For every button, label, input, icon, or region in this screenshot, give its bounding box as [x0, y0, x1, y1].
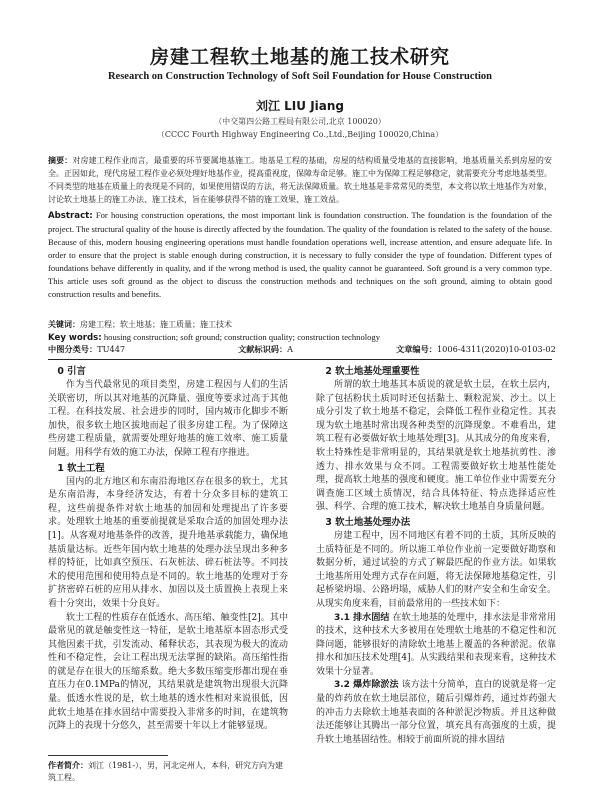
abstract-en-label: Abstract: — [48, 211, 93, 221]
paragraph: 作为当代最常见的项目类型，房建工程因与人们的生活关联密切，所以其对地基的沉降量、强度等要求过高于其他工程。在科技发展、社会进步的同时，国内城市化脚步不断加快，很多软土地区拔地而起了很多房建工程。为了保障这些房建工程质量，就需要处理好地基的施工效率、施工质量问题。用科学有效的施工办法，保障工程有序推进。 — [48, 380, 288, 458]
footnote-label: 作者简介： — [48, 761, 88, 770]
paragraph: 所谓的软土地基其本质说的就是软土层，在软土层内，除了包括粉状土质同时还包括黏土、颗粒泥炭、沙土。以上成分引发了软土地基不稳定，会降低工程作业稳定性。其表现为软土地基时常出现各种类型的沉降现象。不难看出，建筑工程有必要做好软土地基处理[3]。从其成分的角度来看，软土特殊性是非常明显的，其结果就是软土地基抗剪性、渗透力、排水效果与众不同。工程需要做好软土地基性能处理，提高软土地基的强度和硬度。施工单位作业中需要充分调查施工区域土质情况，结合具体特征、特点选择适应性强、科学、合理的施工技术，解决软土地基自身质量问题。 — [316, 380, 556, 513]
paragraph: 3.1 排水固结 在软土地基的处理中，排水法是非常常用的技术，这种技术大多被用在处理软土地基的不稳定性和沉降问题，能够很好的清除软土地基上覆盖的各种淤泥。依靠排水和加压技术处理[4]。从实践结果和表现来看，这种技术效果十分显著。 — [316, 612, 556, 677]
footnote-divider — [48, 755, 168, 756]
clc-number: 中图分类号：TU447 — [48, 344, 126, 354]
paragraph: 房建工程中，因不同地区有着不同的土质，其所反映的土质特征是不同的。所以施工单位作业前一定要做好勘察和数据分析，通过试验的方式了解最匹配的作业方法。如果软土地基所用处理方式存在问题，将无法保障地基稳定性，引起桥梁坍塌、公路坍塌，威胁人们的财产安全和生命安全。从现实角度来看，目前最常用的一些技术如下： — [316, 530, 556, 609]
keywords-cn-text: 房建工程；软土地基；施工质量；施工技术 — [80, 320, 232, 329]
affiliation-en: （CCCC Fourth Highway Engineering Co.,Ltd.,Beijing 100020,China） — [156, 130, 444, 139]
abstract-en — [48, 209, 552, 301]
classification-row — [48, 344, 556, 358]
section-heading-importance: 2 软土地基处理重要性 — [325, 366, 420, 377]
author-line: 刘江 LIU Jiang — [255, 99, 345, 113]
keywords-cn — [48, 319, 552, 331]
paper-title-en: Research on Construction Technology of Soft Soil Foundation for House Construction — [107, 71, 493, 82]
abstract-en-text: For housing construction operations, the most important link is foundation construction. The foundation is the foundation of the project. The structural quality of the house is directly affected by the foundation. The quality of the foundation is related to the safety of the house. Because of this, modern housing engineering operations must handle foundation operations well, increase attention, and ensure adequate life. In order to ensure that the project is stable enough during construction, it is necessary to fully consider the type of foundation. Different types of foundations behave differently in quality, and if the wrong method is used, the quality cannot be guaranteed. Soft ground is a very common type. This article uses soft ground as the object to discuss the construction methods and techniques on the soft ground, aiming to obtain good construction results and benefits. — [48, 210, 552, 299]
paragraph: 软土工程的性质存在低透水、高压缩、触变性[2]。其中最常见的就是触变性这一特征，是软土地基原本固态形式受其他因素干扰，引发流动、稀释状态，其表现为极大的流动性和不稳定性，会让工程出现无法掌握的缺陷。高压缩性指的就是存在很大的压缩系数。绝大多数压缩变形都出现在垂直压力在0.1MPa的情况，其结果就是建筑物出现很大沉降量。低透水性说的是，软土地基的透水性相对来说很低，因此软土地基在排水固结中需要投入非常多的时间，在建筑物沉降上的表现十分悠久，甚至需要十年以上才能够显现。 — [48, 612, 288, 732]
keywords-en-text: housing construction; soft ground; construction quality; construction technology — [103, 332, 381, 342]
author-footnote — [48, 760, 288, 784]
subsection-title: 3.1 排水固结 — [334, 612, 390, 623]
header-divider — [48, 359, 552, 360]
keywords-en — [48, 331, 552, 344]
footnote-text: 刘江（1981-），男，河北定州人，本科，研究方向为建筑工程。 — [48, 761, 284, 782]
affiliation-cn: （中交第四公路工程局有限公司,北京 100020） — [214, 117, 386, 126]
article-number: 文章编号：1006-4311(2020)10-0103-02 — [396, 344, 556, 354]
keywords-cn-label: 关键词： — [48, 320, 80, 329]
section-heading-intro: 0 引言 — [57, 366, 86, 377]
right-column — [316, 364, 556, 747]
left-column — [48, 364, 288, 734]
section-heading-soft-soil: 1 软土工程 — [57, 462, 105, 474]
section-heading-methods: 3 软土地基处理办法 — [325, 516, 411, 528]
subsection-title: 3.2 爆炸除淤法 — [334, 680, 399, 691]
abstract-cn — [48, 154, 552, 206]
abstract-cn-label: 摘要： — [48, 156, 73, 165]
keywords-en-label: Key words: — [48, 333, 102, 343]
abstract-cn-text: 对房建工程作业而言，最重要的环节要属地基施工。地基是工程的基础，房屋的结构质量受地基的直接影响，地基质量关系到房屋的安全。正因如此，现代房屋工程作业必须处理好地基作业，提高重视度，保障寿命足够。施工中为保障工程足够稳定，就需要充分考虑地基类型。不同类型的地基在质量上的表现是不同的，如果使用错误的方法，将无法保障质量。软土地基是非常常见的类型，本文将以软土地基作为对象，讨论软土地基上的施工办法、施工技术，旨在能够获得不错的施工效果、施工效益。 — [48, 156, 553, 204]
document-code: 文献标识码：A — [238, 344, 294, 354]
paper-title: 房建工程软土地基的施工技术研究 — [149, 46, 450, 68]
paragraph: 国内的北方地区和东南沿海地区存在很多的软土，尤其是东南沿海，本身经济发达，有着十分众多目标的建筑工程，这些前提条件对软土地基的加固和处理提出了许多要求。处理软土地基的重要前提就是采取合适的加固处理办法[1]。从客观对地基条件的改善，提升地基承载能力，确保地基质量达标。近些年国内软土地基的处理办法呈现出多种多样的特征，比如真空预压、石灰桩法、碎石桩法等。不同技术的使用范围和使用特点是不同的。软土地基的处理对于夯扩挤密碎石桩的应用从排水、加固以及土质置换上表现上来看十分突出，效果十分良好。 — [48, 476, 288, 609]
paragraph: 3.2 爆炸除淤法 该方法十分简单，直白的说就是将一定量的炸药放在软土地层部位，随后引爆炸药，通过炸药强大的冲击力去除软土地基表面的各种淤泥沙物质。并且这种做法还能够让其腾出一部分位置，填充具有高强度的土质，提升软土地基固结性。相较于前面所说的排水固结 — [316, 680, 556, 745]
